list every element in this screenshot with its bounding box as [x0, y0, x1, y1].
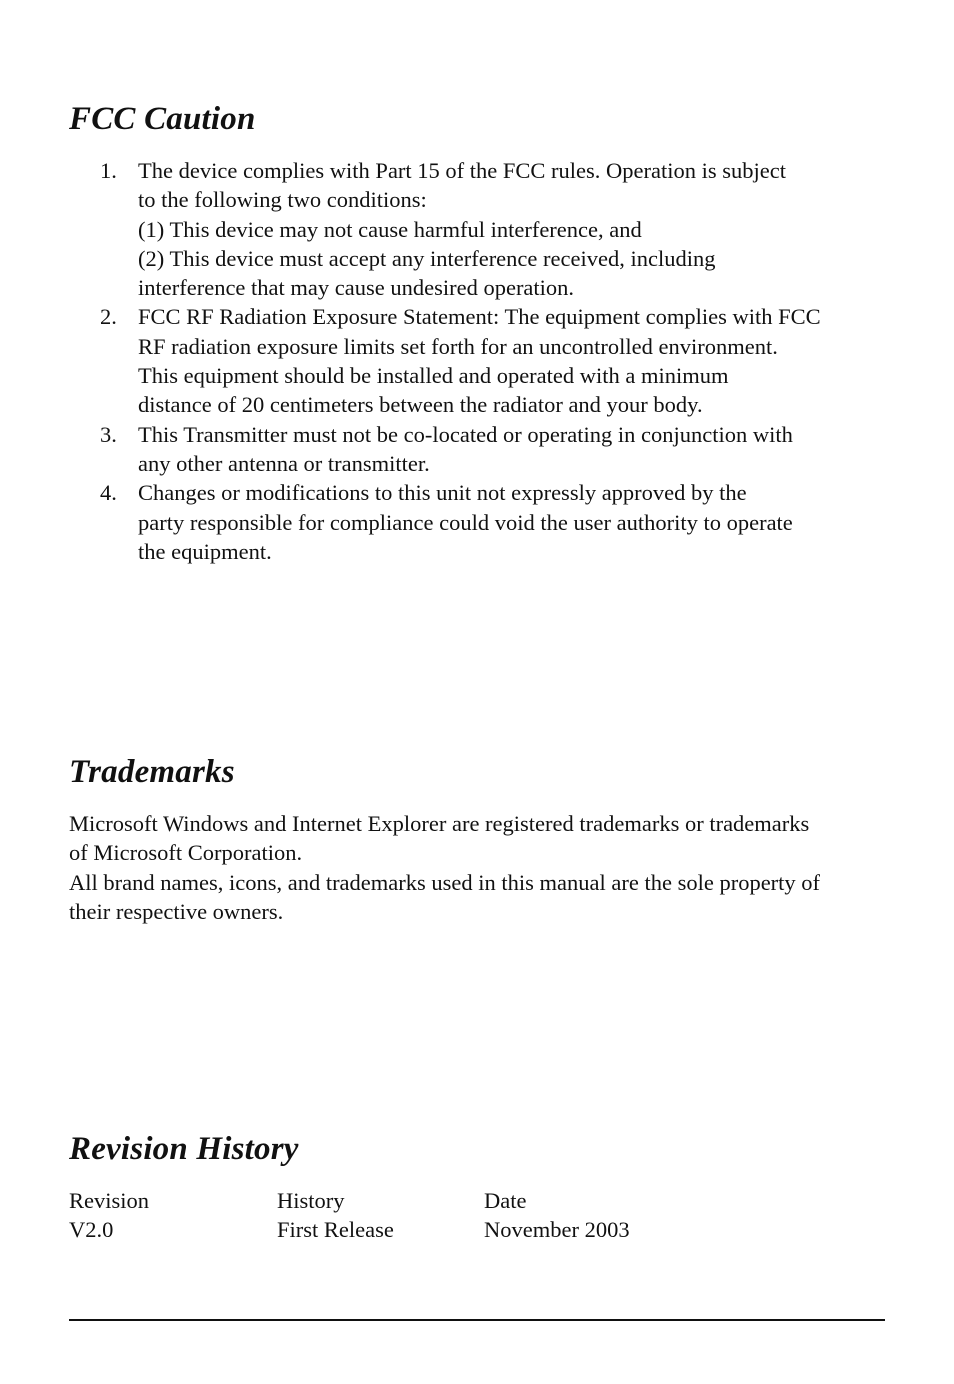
item-number: 1. — [100, 158, 117, 183]
item-line: This equipment should be installed and operated with a minimum — [138, 363, 729, 389]
trademark-line: All brand names, icons, and trademarks used in this manual are the sole property of — [69, 869, 821, 895]
cell-date: November 2003 — [484, 1217, 630, 1243]
trademark-line: of Microsoft Corporation. — [69, 840, 303, 866]
header-revision: Revision — [69, 1188, 150, 1213]
item-number: 4. — [100, 480, 117, 506]
item-line: FCC RF Radiation Exposure Statement: The equipment complies with FCC — [138, 304, 821, 330]
item-line: distance of 20 centimeters between the radiator and your body. — [138, 392, 703, 418]
fcc-caution-list — [69, 156, 889, 566]
trademarks-text — [69, 809, 899, 926]
item-line: interference that may cause undesired operation. — [138, 275, 575, 301]
item-line: Changes or modifications to this unit not expressly approved by the — [138, 480, 747, 506]
item-line: the equipment. — [138, 538, 272, 564]
fcc-caution-heading: FCC Caution — [69, 101, 256, 137]
item-line: The device complies with Part 15 of the FCC rules. Operation is subject — [138, 158, 786, 183]
item-number: 3. — [100, 421, 117, 447]
trademark-line: Microsoft Windows and Internet Explorer are registered trademarks or trademarks — [69, 811, 810, 836]
item-line: party responsible for compliance could void the user authority to operate — [138, 509, 793, 535]
header-history: History — [277, 1188, 345, 1213]
item-line: any other antenna or transmitter. — [138, 450, 430, 476]
item-line: (2) This device must accept any interference received, including — [138, 245, 716, 271]
header-date: Date — [484, 1188, 527, 1213]
item-line: This Transmitter must not be co-located or operating in conjunction with — [138, 421, 793, 447]
item-number: 2. — [100, 304, 117, 330]
item-line: RF radiation exposure limits set forth for an uncontrolled environment. — [138, 333, 778, 359]
fcc-item — [69, 420, 889, 479]
item-line: (1) This device may not cause harmful interference, and — [138, 216, 642, 242]
trademarks-heading: Trademarks — [69, 754, 235, 790]
trademark-line: their respective owners. — [69, 898, 284, 924]
fcc-item — [69, 302, 889, 419]
revision-history-heading: Revision History — [69, 1131, 299, 1167]
cell-revision: V2.0 — [69, 1217, 114, 1243]
fcc-item — [69, 478, 889, 566]
fcc-item — [69, 156, 889, 302]
footer-divider — [69, 1319, 885, 1321]
cell-history: First Release — [277, 1217, 394, 1243]
item-line: to the following two conditions: — [138, 187, 427, 213]
